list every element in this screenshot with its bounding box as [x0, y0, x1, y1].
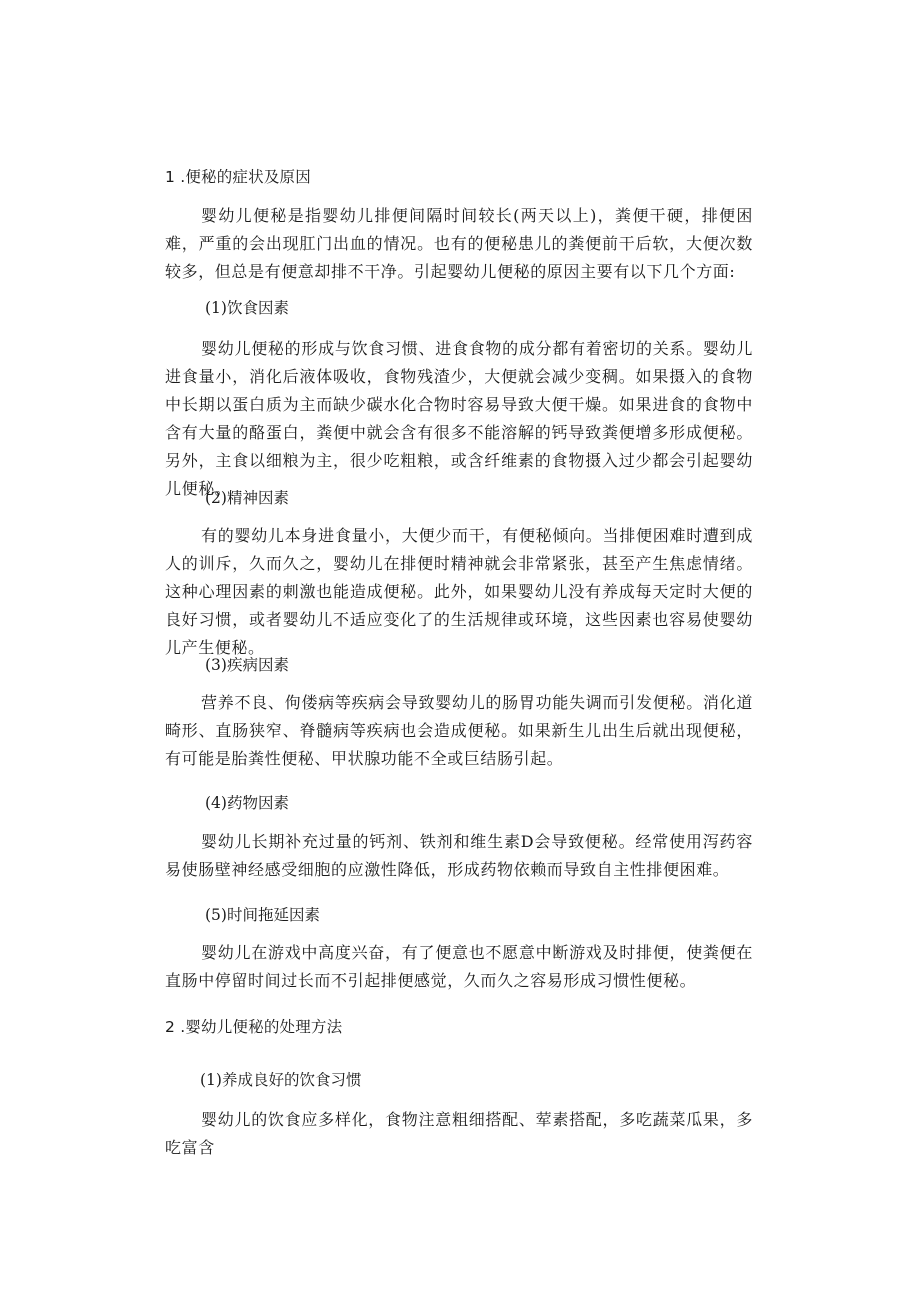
section-1-intro: 婴幼儿便秘是指婴幼儿排便间隔时间较长(两天以上)，粪便干硬，排便困难，严重的会出现肛门出血的情况。也有的便秘患儿的粪便前干后软，大便次数较多，但总是有便意却排不干净。引起婴幼儿便秘的原因主要有以下几个方面: — [165, 206, 753, 281]
factor-4-title: (4)药物因素 — [205, 794, 289, 812]
factor-2-title: (2)精神因素 — [205, 489, 289, 507]
section-2-heading: 2 .婴幼儿便秘的处理方法 — [165, 1018, 343, 1036]
factor-1-text: 婴幼儿便秘的形成与饮食习惯、进食食物的成分都有着密切的关系。婴幼儿进食量小，消化后液体吸收，食物残渣少，大便就会减少变稠。如果摄入的食物中长期以蛋白质为主而缺少碳水化合物时容易导致大便干燥。如果进食的食物中含有大量的酪蛋白，粪便中就会含有很多不能溶解的钙导致粪便增多形成便秘。另外，主食以细粮为主，很少吃粗粮，或含纤维素的食物摄入过少都会引起婴幼儿便秘。 — [165, 339, 753, 498]
factor-3-text: 营养不良、佝偻病等疾病会导致婴幼儿的肠胃功能失调而引发便秘。消化道畸形、直肠狭窄、脊髓病等疾病也会造成便秘。如果新生儿出生后就出现便秘，有可能是胎粪性便秘、甲状腺功能不全或巨结肠引起。 — [165, 693, 753, 768]
factor-5-text: 婴幼儿在游戏中高度兴奋，有了便意也不愿意中断游戏及时排便，使粪便在直肠中停留时间过长而不引起排便感觉，久而久之容易形成习惯性便秘。 — [165, 943, 753, 990]
method-1-text: 婴幼儿的饮食应多样化，食物注意粗细搭配、荤素搭配，多吃蔬菜瓜果，多吃富含 — [165, 1110, 753, 1157]
factor-3-title: (3)疾病因素 — [205, 656, 289, 674]
method-1-title: (1)养成良好的饮食习惯 — [200, 1071, 362, 1089]
factor-1-title: (1)饮食因素 — [205, 299, 289, 317]
section-1-heading: 1 .便秘的症状及原因 — [165, 168, 311, 186]
factor-4-text: 婴幼儿长期补充过量的钙剂、铁剂和维生素D会导致便秘。经常使用泻药容易使肠壁神经感受细胞的应激性降低，形成药物依赖而导致自主性排便困难。 — [165, 832, 753, 879]
factor-5-title: (5)时间拖延因素 — [205, 906, 320, 924]
factor-2-text: 有的婴幼儿本身进食量小，大便少而干，有便秘倾向。当排便困难时遭到成人的训斥，久而久之，婴幼儿在排便时精神就会非常紧张，甚至产生焦虑情绪。这种心理因素的刺激也能造成便秘。此外，如果婴幼儿没有养成每天定时大便的良好习惯，或者婴幼儿不适应变化了的生活规律或环境，这些因素也容易使婴幼儿产生便秘。 — [165, 526, 753, 657]
